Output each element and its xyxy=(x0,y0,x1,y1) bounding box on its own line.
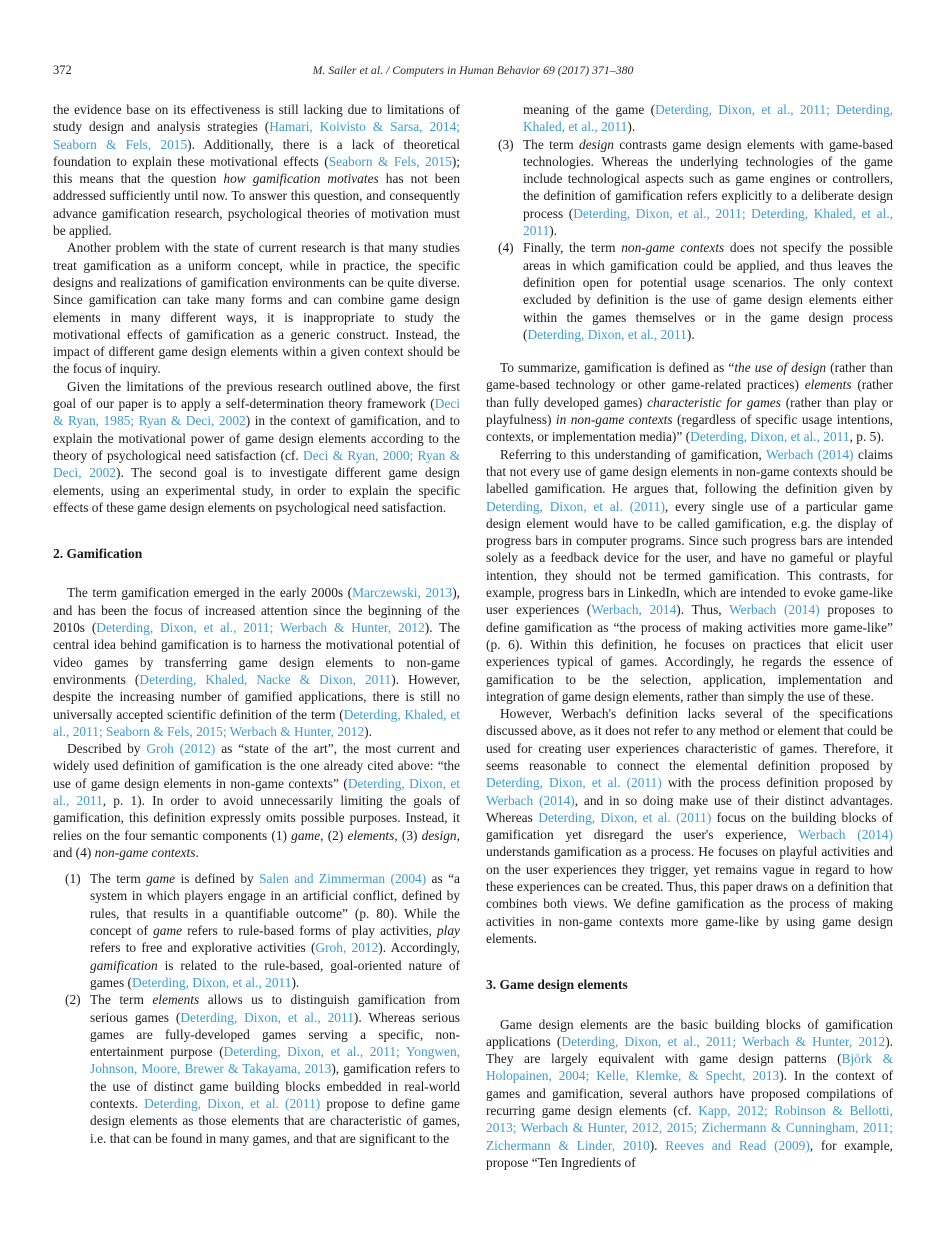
text-run: (regardless of specific usage intentions, contexts, or implementation media)” ( xyxy=(486,412,893,445)
text-run: ); this means that the question xyxy=(53,153,460,187)
list-item xyxy=(486,239,893,343)
text-run: Another problem with the state of current research is that many studies treat gamification as a uniform concept, while in practice, the specific designs and realizations of gamification environments can be quite diverse. Since gamification can take many forms and can combine game design elements in many different ways, it is inappropriate to study the motivational effects of gamification as a generic construct. Instead, the impact of different game design elements within a given context should be the focus of inquiry. xyxy=(53,240,460,377)
emphasis-text: elements xyxy=(152,992,200,1008)
citation-link[interactable]: Deterding, Dixon, et al., 2011 xyxy=(132,974,292,990)
text-run: The term gamification emerged in the early 2000s ( xyxy=(67,585,353,601)
text-run: Described by xyxy=(67,741,147,757)
citation-link[interactable]: Deterding, Khaled, et al., 2011; Seaborn & Fels, 2015; Werbach & Hunter, 2012 xyxy=(53,706,461,739)
emphasis-text: game xyxy=(153,923,183,939)
text-run: ). xyxy=(364,723,372,739)
text-run: , every single use of a particular game design element would have to be called gamification, e.g. the display of progress bars in computer programs. Since such progress bars are intended solely as a feedback device for the user, and have no gameful or playful intention, they should not be termed gamification. This contrasts, for example, progress bars in LinkedIn, which are intended to evoke game-like user experiences ( xyxy=(486,498,894,618)
text-run: Given the limitations of the previous research outlined above, the first goal of our paper is to apply a self-determination theory framework ( xyxy=(53,378,460,412)
text-run: Referring to this understanding of gamification, xyxy=(500,446,767,462)
citation-link[interactable]: Deterding, Dixon, et al., 2011; Yongwen, Johnson, Moore, Brewer & Takayama, 2013 xyxy=(90,1044,460,1077)
emphasis-text: game xyxy=(291,827,321,843)
section-heading: 3. Game design elements xyxy=(486,977,628,993)
text-run: understands gamification as a process. He focuses on playful activities and on the user experiences they trigger, yet remains vague in regard to how these experiences can be created. Thus, this paper draws on a definition that combines both views. We define gamification as the process of making activities in non-game contexts more game-like by using game design elements. xyxy=(486,844,893,946)
text-run: proposes to define gamification as “the process of making activities more game-like” (p. 6). Within this definition, he focuses on practices that elicit user experiences typical of games. Accordingly, he regards the essence of gamification to be the selection, application, implementation and integration of game design elements, rather than simply the use of these. xyxy=(486,602,893,704)
text-run: To summarize, gamification is defined as “ xyxy=(500,360,735,376)
citation-link[interactable]: Deterding, Khaled, Nacke & Dixon, 2011 xyxy=(139,671,392,687)
text-run: (rather than game-based technology or other game-related practices) xyxy=(486,360,893,393)
text-run: The term xyxy=(90,992,153,1008)
text-run: ) in the context of gamification, and to explain the motivational power of game design elements according to the theory of psychological need satisfaction (cf. xyxy=(53,413,460,463)
citation-link[interactable]: Groh (2012) xyxy=(146,741,216,757)
section-heading: 2. Gamification xyxy=(53,546,143,562)
paragraph xyxy=(486,705,893,947)
running-head: M. Sailer et al. / Computers in Human Behavior 69 (2017) 371–380 xyxy=(312,63,634,77)
text-run: ). Accordingly, xyxy=(378,940,460,956)
paragraph xyxy=(53,378,460,516)
text-run: propose to define game design elements as those elements that are characteristic of games, i.e. that can be found in many games, and that are significant to the xyxy=(90,1096,460,1146)
text-run: is defined by xyxy=(175,871,260,887)
text-run: . xyxy=(195,844,199,860)
text-run: does not specify the possible areas in which gamification could be applied, and thus leaves the definition open for potential usage scenarios. The only context excluded by definition is the use of game design elements either within the games themselves or in the game design process ( xyxy=(523,240,893,342)
paragraph xyxy=(486,359,893,445)
citation-link[interactable]: Deterding, Dixon, et al., 2011; Deterding, Khaled, et al., 2011 xyxy=(523,205,894,239)
text-run: as “state of the art”, the most current and widely used definition of gamification is the one already cited above: “the use of game design elements in non-game contexts” ( xyxy=(53,741,460,791)
emphasis-text: elements xyxy=(347,827,395,843)
citation-link[interactable]: Deci & Ryan, 2000; Ryan & Deci, 2002 xyxy=(53,447,460,481)
citation-link[interactable]: Werbach (2014) xyxy=(486,792,575,808)
citation-link[interactable]: Salen and Zimmerman (2004) xyxy=(259,871,427,887)
text-run: , (3) xyxy=(394,827,422,843)
text-run: , (2) xyxy=(320,827,348,843)
citation-link[interactable]: Deterding, Dixon, et al. (2011) xyxy=(538,809,712,825)
text-run: ). xyxy=(686,326,695,342)
column-left xyxy=(53,101,460,1171)
text-run: meaning of the game ( xyxy=(523,102,656,117)
citation-link[interactable]: Deci & Ryan, 1985; Ryan & Deci, 2002 xyxy=(53,396,460,429)
citation-link[interactable]: Deterding, Dixon, et al., 2011 xyxy=(527,326,687,342)
list-number: (3) xyxy=(498,136,514,152)
citation-link[interactable]: Reeves and Read (2009) xyxy=(665,1137,810,1153)
citation-link[interactable]: Groh, 2012 xyxy=(315,940,379,956)
text-run: Game design elements are the basic building blocks of gamification applications ( xyxy=(486,1016,893,1049)
citation-link[interactable]: Deterding, Dixon, et al., 2011; Deterding, Khaled, et al., 2011 xyxy=(523,102,893,135)
emphasis-text: elements xyxy=(804,377,852,393)
text-run: focus on the building blocks of gamification yet disregard the user's experience, xyxy=(486,809,894,843)
article-body xyxy=(53,101,893,1171)
text-run: the evidence base on its effectiveness is still lacking due to limitations of study design and analysis strategies ( xyxy=(53,102,460,135)
emphasis-text: design xyxy=(421,827,457,843)
text-run: ). However, despite the increasing number of gamified applications, there is still no universally accepted scientific definition of the term ( xyxy=(53,671,461,722)
text-run: ). The central idea behind gamification is to harness the motivational potential of video games by transferring game design elements to non-game environments ( xyxy=(53,620,461,687)
citation-link[interactable]: Deterding, Dixon, et al., 2011 xyxy=(690,429,850,445)
emphasis-text: non-game contexts xyxy=(94,844,196,860)
citation-link[interactable]: Werbach (2014) xyxy=(766,446,854,462)
text-run: ). xyxy=(649,1137,666,1153)
text-run: , p. 5). xyxy=(849,429,885,445)
emphasis-text: gamification xyxy=(90,957,158,973)
paragraph xyxy=(53,239,460,377)
text-run: ). They are largely equivalent with game design patterns ( xyxy=(486,1033,894,1067)
text-run: However, Werbach's definition lacks several of the specifications discussed above, as it does not refer to any method or element that could be used for creating user experiences characteristic of games. Therefore, it seems reasonable to connect the elemental definition proposed by xyxy=(486,706,893,773)
text-run: The term xyxy=(523,136,580,152)
page-header xyxy=(53,63,893,79)
text-run: has not been addressed sufficiently until now. To answer this question, and consequently advance gamification research, psychological theories of motivation must be applied. xyxy=(53,171,461,239)
emphasis-text: non-game contexts xyxy=(621,240,725,256)
column-right xyxy=(486,101,893,1171)
paragraph xyxy=(53,101,460,239)
citation-link[interactable]: Werbach, 2014 xyxy=(591,602,677,618)
citation-link[interactable]: Deterding, Dixon, et al., 2011; Werbach & Hunter, 2012 xyxy=(96,620,425,636)
text-run: ). In the context of games and gamification, several authors have proposed compilations of recurring game design elements (cf. xyxy=(486,1068,894,1119)
text-run: ). xyxy=(549,223,558,239)
paragraph xyxy=(53,740,460,861)
list-item-continuation xyxy=(486,101,893,136)
paragraph xyxy=(486,446,893,705)
emphasis-text: design xyxy=(579,136,615,152)
citation-link[interactable]: Werbach (2014) xyxy=(729,602,820,618)
citation-link[interactable]: Marczewski, 2013 xyxy=(352,585,453,601)
emphasis-text: the use of design xyxy=(734,360,827,376)
citation-link[interactable]: Deterding, Dixon, et al. (2011) xyxy=(486,498,665,514)
text-run: (rather than play or playfulness) xyxy=(486,394,893,428)
text-run: as “a system in which players engage in an artificial conflict, defined by rules, that results in a quantifiable outcome” (p. 80). While the concept of xyxy=(90,871,460,939)
list-number: (2) xyxy=(65,992,81,1008)
text-run: ). xyxy=(291,974,300,990)
text-run: is related to the rule-based, goal-oriented nature of games ( xyxy=(90,957,460,990)
citation-link[interactable]: Deterding, Dixon, et al., 2011 xyxy=(180,1009,354,1025)
citation-link[interactable]: Kapp, 2012; Robinson & Bellotti, 2013; Werbach & Hunter, 2012, 2015; Zichermann & Cunningham, 2011; Zichermann & Linder, 2010 xyxy=(486,1103,893,1153)
text-run: ). The second goal is to investigate different game design elements, using an experimental study, in order to explain the specific effects of these game design elements on psychological need satisfaction. xyxy=(53,465,460,515)
citation-link[interactable]: Deterding, Dixon, et al., 2011 xyxy=(53,775,461,808)
text-run: ), gamification refers to the use of distinct game building blocks embedded in real-world contexts. xyxy=(90,1061,460,1112)
list-item xyxy=(53,991,460,1147)
text-run: ), and has been the focus of increased attention since the beginning of the 2010s ( xyxy=(53,585,460,636)
text-run: allows us to distinguish gamification from serious games ( xyxy=(90,992,460,1025)
text-run: , and (4) xyxy=(53,827,460,860)
emphasis-text: how gamification motivates xyxy=(223,171,379,187)
text-run: , and in so doing make use of their distinct advantages. Whereas xyxy=(486,792,893,825)
citation-link[interactable]: Hamari, Koivisto & Sarsa, 2014; Seaborn & Fels, 2015 xyxy=(53,119,460,152)
emphasis-text: characteristic for games xyxy=(647,394,781,410)
paragraph xyxy=(53,584,460,740)
text-run: ). Whereas serious games are fully-developed games serving a specific, non-entertainment purpose ( xyxy=(90,1009,460,1060)
text-run: The term xyxy=(90,871,147,887)
text-run: refers to rule-based forms of play activities, xyxy=(182,923,437,939)
text-run: ). Thus, xyxy=(676,602,730,618)
emphasis-text: in non-game contexts xyxy=(555,412,673,428)
text-run: Finally, the term xyxy=(523,240,622,256)
list-number: (4) xyxy=(498,240,514,256)
citation-link[interactable]: Deterding, Dixon, et al. (2011) xyxy=(144,1096,321,1112)
citation-link[interactable]: Deterding, Dixon, et al., 2011; Werbach & Hunter, 2012 xyxy=(561,1033,886,1049)
citation-link[interactable]: Deterding, Dixon, et al. (2011) xyxy=(486,775,662,791)
list-item xyxy=(486,136,893,240)
list-item xyxy=(53,870,460,991)
text-run: , for example, propose “Ten Ingredients of xyxy=(486,1137,893,1170)
text-run: ). xyxy=(627,119,636,135)
citation-link[interactable]: Werbach (2014) xyxy=(798,827,893,843)
text-run: ). Additionally, there is a lack of theoretical foundation to explain these motivational effects ( xyxy=(53,136,460,169)
text-run: with the process definition proposed by xyxy=(661,775,893,791)
emphasis-text: game xyxy=(146,871,176,887)
text-run: claims that not every use of game design elements in non-game contexts should be labelled gamification. He argues that, following the definition given by xyxy=(486,446,893,497)
text-run: refers to free and explorative activities ( xyxy=(90,940,316,956)
page-number: 372 xyxy=(53,63,72,77)
emphasis-text: play xyxy=(436,923,460,939)
citation-link[interactable]: Seaborn & Fels, 2015 xyxy=(328,153,452,169)
text-run: , p. 1). In order to avoid unnecessarily limiting the goals of gamification, this definition expressly omits possible purposes. Instead, it relies on the four semantic components (1) xyxy=(53,792,460,843)
paragraph xyxy=(486,1016,893,1172)
text-run: (rather than fully developed games) xyxy=(486,377,894,410)
citation-link[interactable]: Björk & Holopainen, 2004; Kelle, Klemke, & Specht, 2013 xyxy=(486,1051,893,1084)
text-run: contrasts game design elements with game-based technologies. Whereas the underlying technologies of the game include technological aspects such as game engines or controllers, the definition of gamification refers explicitly to a deliberate design process ( xyxy=(523,136,893,221)
list-number: (1) xyxy=(65,871,81,887)
